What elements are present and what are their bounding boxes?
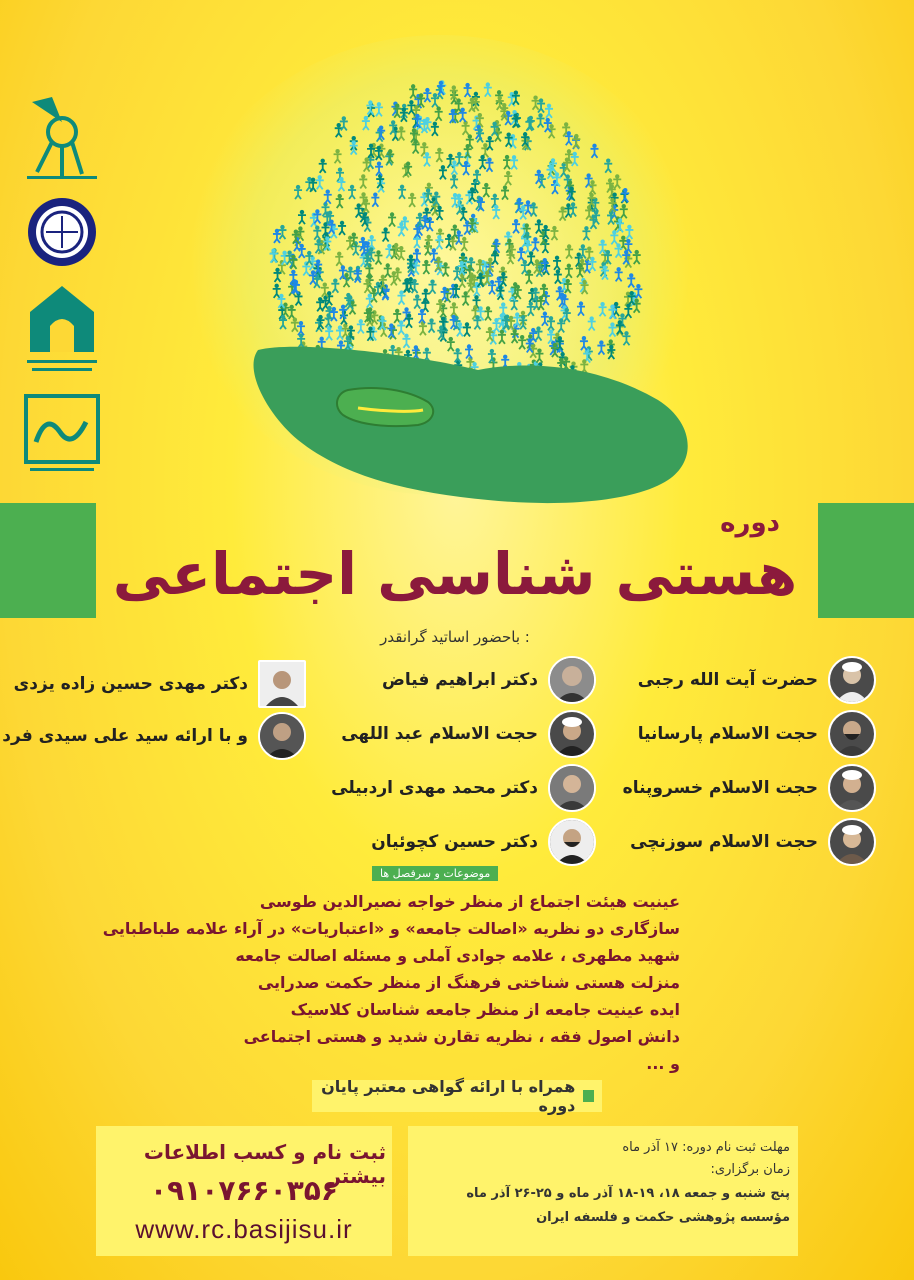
person-figure-icon [350,140,358,154]
person-figure-icon [393,104,401,118]
person-figure-icon [462,291,470,305]
person-figure-icon [554,269,562,283]
registration-deadline: مهلت ثبت نام دوره: ۱۷ آذر ماه [622,1140,790,1155]
instructors-subtitle: باحضور اساتید گرانقدر : [380,628,530,646]
topic-item: شهید مطهری ، علامه جوادی آملی و مسئله اصالت جامعه [235,946,680,965]
person-figure-icon [431,93,439,107]
topics-label: موضوعات و سرفصل ها [372,866,498,881]
person-figure-icon [589,180,597,194]
person-figure-icon [294,185,302,199]
person-figure-icon [375,102,383,116]
person-figure-icon [565,244,573,258]
person-figure-icon [537,113,545,127]
person-figure-icon [274,268,282,282]
person-figure-icon [435,107,443,121]
course-label: دوره [720,508,780,538]
person-figure-icon [484,82,492,96]
registration-label: ثبت نام و کسب اطلاعات بیشتر [143,1140,386,1188]
person-figure-icon [512,219,520,233]
person-figure-icon [484,306,492,320]
person-figure-icon [382,227,390,241]
speaker-photo [258,660,306,708]
schedule-dates: پنج شنبه و جمعه ۱۸، ۱۹-۱۸ آذر ماه و ۲۵-۲۶ آذر ماه [466,1186,790,1201]
person-figure-icon [588,316,596,330]
person-figure-icon [324,190,332,204]
person-figure-icon [547,316,555,330]
speaker-photo [828,818,876,866]
person-figure-icon [545,104,553,118]
speaker-item [638,656,876,704]
speaker-name: دکتر ابراهیم فیاض [382,670,538,690]
hand-icon [238,330,698,520]
speaker-photo [548,764,596,812]
person-figure-icon [541,312,549,326]
person-figure-icon [435,148,443,162]
person-figure-icon [625,225,633,239]
person-figure-icon [527,251,535,265]
person-figure-icon [517,247,525,261]
person-figure-icon [479,155,487,169]
person-figure-icon [604,158,612,172]
person-figure-icon [615,267,623,281]
person-figure-icon [504,171,512,185]
person-figure-icon [462,121,470,135]
speaker-photo [548,710,596,758]
person-figure-icon [398,185,406,199]
person-figure-icon [423,88,431,102]
person-figure-icon [613,174,621,188]
speaker-name: حجت الاسلام خسروپناه [622,778,818,798]
speaker-item [14,660,306,708]
person-figure-icon [388,212,396,226]
person-figure-icon [298,210,306,224]
speaker-name: حجت الاسلام عبد اللهی [341,724,538,744]
person-figure-icon [482,183,490,197]
person-figure-icon [485,157,493,171]
person-figure-icon [450,302,458,316]
person-figure-icon [532,96,540,110]
person-figure-icon [550,226,558,240]
topic-item: و ... [646,1054,680,1073]
topics-list [102,888,680,1077]
speaker-name: حجت الاسلام پارسانیا [637,724,818,744]
person-figure-icon [385,244,393,258]
speaker-name: دکتر محمد مهدی اردبیلی [331,778,538,798]
person-figure-icon [548,124,556,138]
person-figure-icon [313,225,321,239]
speaker-item [382,656,596,704]
speaker-photo [258,712,306,760]
title-band-right [818,503,914,618]
person-figure-icon [362,116,370,130]
sadra-logo-icon [22,392,102,478]
person-figure-icon [319,159,327,173]
person-figure-icon [503,155,511,169]
certificate-text: همراه با ارائه گواهی معتبر پایان دوره [321,1077,576,1115]
person-figure-icon [510,155,518,169]
person-figure-icon [408,193,416,207]
person-figure-icon [627,273,635,287]
title-band-left [0,503,96,618]
person-figure-icon [413,294,421,308]
phone-number[interactable]: ۰۹۱۰۷۶۶۰۳۵۶ [150,1174,338,1207]
speaker-photo [828,764,876,812]
person-figure-icon [336,194,344,208]
speaker-item [331,764,596,812]
person-figure-icon [455,152,463,166]
venue: مؤسسه پژوهشی حکمت و فلسفه ایران [536,1210,790,1225]
speaker-item [630,818,876,866]
person-figure-icon [302,261,310,275]
person-figure-icon [376,127,384,141]
speaker-photo [828,710,876,758]
person-figure-icon [335,252,343,266]
speaker-photo [548,656,596,704]
person-figure-icon [422,260,430,274]
person-figure-icon [633,250,641,264]
topic-item: منزلت هستی شناختی فرهنگ از منظر حکمت صدرایی [257,973,680,992]
topic-item: عینیت هیئت اجتماع از منظر خواجه نصیرالدین طوسی [259,892,680,911]
schedule-label: زمان برگزاری: [710,1162,790,1177]
person-figure-icon [450,174,458,188]
topic-item: سازگاری دو نظریه «اصالت جامعه» و «اعتباریات» در آراء علامه طباطبایی [102,919,680,938]
person-figure-icon [599,302,607,316]
person-figure-icon [590,144,598,158]
person-figure-icon [423,152,431,166]
person-figure-icon [620,204,628,218]
person-figure-icon [278,225,286,239]
speaker-photo [828,656,876,704]
speaker-item [2,712,306,760]
course-title: هستی شناسی اجتماعی [112,540,798,608]
person-figure-icon [384,263,392,277]
website-link[interactable]: www.rc.basijisu.ir [135,1214,353,1244]
person-figure-icon [565,264,573,278]
person-figure-icon [431,122,439,136]
person-figure-icon [397,126,405,140]
topic-item: دانش اصول فقه ، نظریه تقارن شدید و هستی اجتماعی [243,1027,680,1046]
speaker-name: حجت الاسلام سوزنچی [630,832,818,852]
speaker-item [371,818,596,866]
person-figure-icon [371,192,379,206]
person-figure-icon [429,279,437,293]
person-figure-icon [348,185,356,199]
speaker-name: دکتر حسین کچوئیان [371,832,538,852]
person-figure-icon [439,165,447,179]
institute-logo-icon [22,92,102,182]
seal-logo-icon [22,196,102,268]
person-figure-icon [582,226,590,240]
speaker-item [341,710,596,758]
person-figure-icon [331,278,339,292]
speaker-item [638,710,876,758]
mosque-logo-icon [22,282,102,378]
person-figure-icon [535,219,543,233]
speaker-name: و با ارائه سید علی سیدی فرد [2,726,248,746]
certificate-note [312,1077,602,1115]
person-figure-icon [418,309,426,323]
person-figure-icon [615,243,623,257]
speaker-name: حضرت آیت الله رجبی [637,670,818,690]
person-figure-icon [577,301,585,315]
person-figure-icon [464,83,472,97]
person-figure-icon [334,149,342,163]
person-figure-icon [581,280,589,294]
person-figure-icon [359,174,367,188]
speaker-name: دکتر مهدی حسین زاده یزدی [13,674,248,694]
speaker-item [623,764,876,812]
person-figure-icon [553,256,561,270]
bullet-square-icon [583,1090,594,1102]
person-figure-icon [409,84,417,98]
topic-item: ایده عینیت جامعه از منظر جامعه شناسان کلاسیک [290,1000,680,1019]
person-figure-icon [338,221,346,235]
person-figure-icon [374,250,382,264]
person-figure-icon [375,161,383,175]
person-figure-icon [450,160,458,174]
person-figure-icon [501,185,509,199]
person-figure-icon [619,236,627,250]
person-figure-icon [531,237,539,251]
speaker-photo [548,818,596,866]
